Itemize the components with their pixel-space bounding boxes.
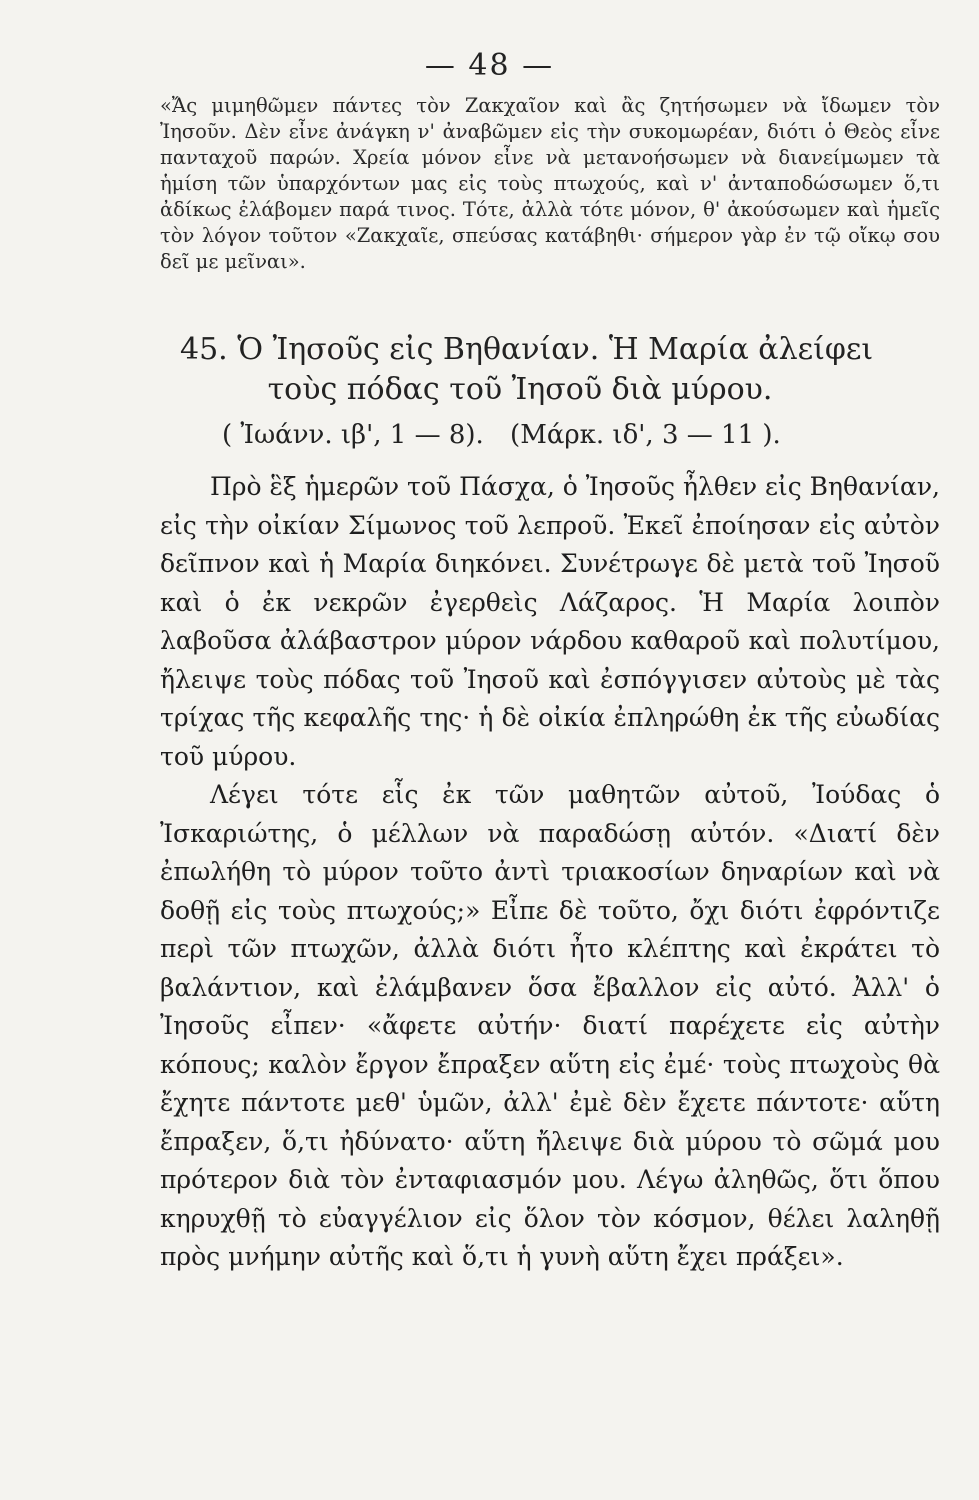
body-text [160, 468, 940, 1277]
scripture-references [222, 418, 942, 452]
section-title-line1: 45. Ὁ Ἰησοῦς εἰς Βηθανίαν. Ἡ Μαρία ἀλείφει [180, 332, 874, 367]
section-title-line2: τοὺς πόδας τοῦ Ἰησοῦ διὰ μύρου. [267, 372, 773, 407]
page-number: — 48 — [424, 48, 555, 83]
section-heading [180, 330, 940, 410]
reference-mark: (Μάρκ. ιδ', 3 — 11 ). [510, 420, 781, 450]
body-paragraph: Πρὸ ἓξ ἡμερῶν τοῦ Πάσχα, ὁ Ἰησοῦς ἦλθεν εἰς Βηθανίαν, εἰς τὴν οἰκίαν Σίμωνος τοῦ λεπροῦ. Ἐκεῖ ἐποίησαν εἰς αὐτὸν δεῖπνον καὶ ἡ Μαρία διηκόνει. Συνέτρωγε δὲ μετὰ τοῦ Ἰησοῦ καὶ ὁ ἐκ νεκρῶν ἐγερθεὶς Λάζαρος. Ἡ Μαρία λοιπὸν λαβοῦσα ἀλάβαστρον μύρον νάρδου καθαροῦ καὶ πολυτίμου, ἤλειψε τοὺς πόδας τοῦ Ἰησοῦ καὶ ἐσπόγγισεν αὐτοὺς μὲ τὰς τρίχας τῆς κεφαλῆς της· ἡ δὲ οἰκία ἐπληρώθη ἐκ τῆς εὐωδίας τοῦ μύρου. [160, 472, 940, 771]
quote-paragraph: «Ἄς μιμηθῶμεν πάντες τὸν Ζακχαῖον καὶ ἂς ζητήσωμεν νὰ ἴδωμεν τὸν Ἰησοῦν. Δὲν εἶνε ἀνάγκη ν' ἀναβῶμεν εἰς τὴν συκομωρέαν, διότι ὁ Θεὸς εἶνε πανταχοῦ παρών. Χρεία μόνον εἶνε νὰ μετανοήσωμεν νὰ διανείμωμεν τὰ ἡμίση τῶν ὑπαρχόντων μας εἰς τοὺς πτωχούς, καὶ ν' ἀνταποδώσωμεν ὅ,τι ἀδίκως ἐλάβομεν παρά τινος. Τότε, ἀλλὰ τότε μόνον, θ' ἀκούσωμεν καὶ ἡμεῖς τὸν λόγον τοῦτον «Ζακχαῖε, σπεύσας κατάβηθι· σήμερον γὰρ ἐν τῷ οἴκῳ σου δεῖ με μεῖναι». [160, 94, 940, 273]
reference-john: ( Ἰωάνν. ιβ', 1 — 8). [222, 420, 484, 450]
body-paragraph: Λέγει τότε εἷς ἐκ τῶν μαθητῶν αὐτοῦ, Ἰούδας ὁ Ἰσκαριώτης, ὁ μέλλων νὰ παραδώσῃ αὐτόν. «Διατί δὲν ἐπωλήθη τὸ μύρον τοῦτο ἀντὶ τριακοσίων δηναρίων καὶ νὰ δοθῇ εἰς τοὺς πτωχούς;» Εἶπε δὲ τοῦτο, ὄχι διότι ἐφρόντιζε περὶ τῶν πτωχῶν, ἀλλὰ διότι ἦτο κλέπτης καὶ ἐκράτει τὸ βαλάντιον, καὶ ἐλάμβανεν ὅσα ἔβαλλον εἰς αὐτό. Ἀλλ' ὁ Ἰησοῦς εἶπεν· «ἄφετε αὐτήν· διατί παρέχετε εἰς αὐτὴν κόπους; καλὸν ἔργον ἔπραξεν αὕτη εἰς ἐμέ· τοὺς πτωχοὺς θὰ ἔχητε πάντοτε μεθ' ὑμῶν, ἀλλ' ἐμὲ δὲν ἔχετε πάντοτε· αὕτη ἔπραξεν, ὅ,τι ἠδύνατο· αὕτη ἤλειψε διὰ μύρου τὸ σῶμά μου πρότερον διὰ τὸν ἐνταφιασμόν μου. Λέγω ἀληθῶς, ὅτι ὅπου κηρυχθῇ τὸ εὐαγγέλιον εἰς ὅλον τὸν κόσμον, θέλει λαληθῇ πρὸς μνήμην αὐτῆς καὶ ὅ,τι ἡ γυνὴ αὕτη ἔχει πράξει». [160, 780, 940, 1271]
